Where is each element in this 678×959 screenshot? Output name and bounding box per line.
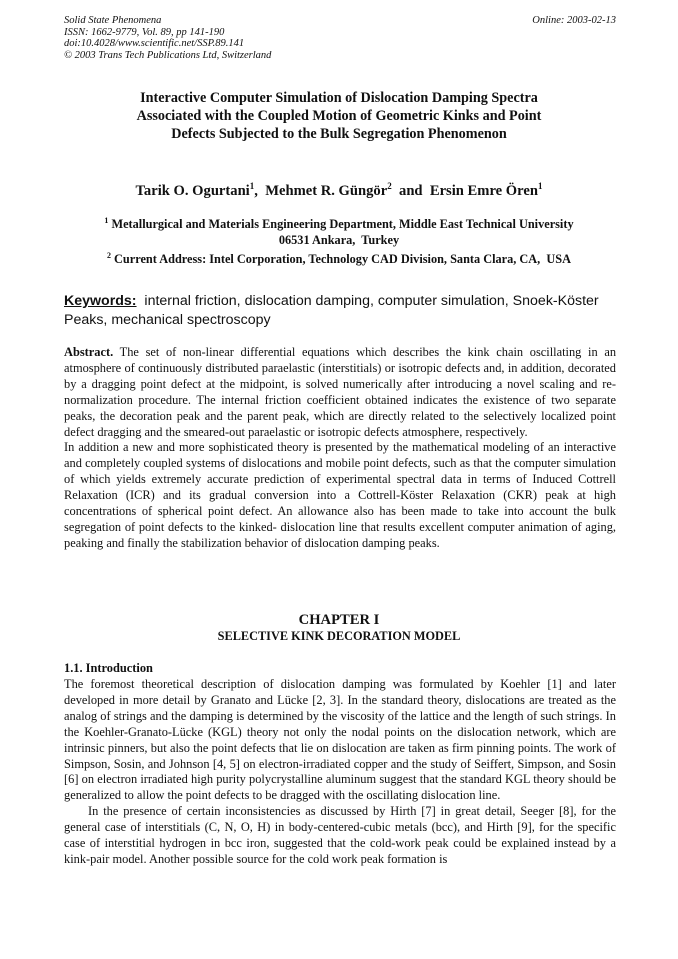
author-name: Ersin Emre Ören [429,182,538,199]
author-affil-mark: 1 [537,181,543,191]
section-body [64,677,616,868]
abstract-label: Abstract. [64,345,114,359]
paper-title [64,89,614,143]
affiliation-text: Current Address: Intel Corporation, Technology CAD Division, Santa Clara, CA, USA [114,252,572,267]
keywords-label: Keywords: [64,293,137,309]
abstract-text: The set of non-linear differential equations which describes the kink chain oscillating in an atmosphere of continuously distributed paraelastic (interstitials) or isotropic defects and, in addition, decorated by a dragging point defect at the midpoint, is solved numerically after introducing a novel scaling and re-normalization procedure. The internal friction coefficient obtained indicates the existence of two separate peaks, the decoration peak and the parent peak, which are directly related to the selectively localized point defect dragging and the smeared-out paraelastic or isotropic defects atmosphere, respectively. [64,345,617,439]
author-separator: and [391,182,430,199]
abstract-paragraph: In addition a new and more sophisticated theory is presented by the mathematical modeling of an interactive and completely coupled systems of dislocations and mobile point defects, such as that the computer simulation of which yields extremely accurate prediction of experimental spectral data in terms of Induced Cottrell Relaxation (ICR) and its gradual conversion into a Cottrell-Köster Relaxation (CKR) peak at high concentrations of spherical point defect. An allowance also has been made to take into account the bulk segregation of point defects to the kinked- dislocation line that results excellent computer animation of aging, peaking and finally the stabilization behavior of dislocation damping peaks. [64,440,616,550]
journal-issn: ISSN: 1662-9779, Vol. 89, pp 141-190 [64,26,225,38]
author-affil-mark: 1 [249,181,255,191]
affiliations [64,213,614,268]
chapter-title: CHAPTER I [298,612,380,628]
abstract-paragraph [64,345,616,440]
author-affil-mark: 2 [387,181,392,191]
keywords [64,292,616,329]
section-heading: 1.1. Introduction [64,661,153,675]
online-date: Online: 2003-02-13 [532,15,616,26]
body-paragraph: In the presence of certain inconsistencies as discussed by Hirth [7] in great detail, Seeger [8], for the general case of interstitials (C, N, O, H) in body-centered-cubic metals (bcc), and Hirth [9], for the specific case of interstitial hydrogen in bcc iron, suggested that the cold-work peak could be explained instead by a kink-pair model. Another possible source for the cold work peak formation is [64,804,616,866]
abstract [64,345,616,552]
author-separator: , [254,182,266,199]
journal-copyright: © 2003 Trans Tech Publications Ltd, Switzerland [64,49,272,61]
journal-header [64,15,616,61]
affiliation-mark: 1 [104,216,109,225]
author-name: Mehmet R. Güngör [265,182,388,199]
author-name: Tarik O. Ogurtani [135,182,250,199]
chapter-subtitle: SELECTIVE KINK DECORATION MODEL [217,629,461,643]
body-paragraph: The foremost theoretical description of dislocation damping was formulated by Koehler [1] and later developed in more detail by Granato and Lücke [2, 3]. In the standard theory, dislocations are treated as the analog of strings and the damping is determined by the viscosity of the lattice and the length of such strings. In the Koehler-Granato-Lücke (KGL) theory not only the nodal points on the dislocation network, which are intrinsic pinners, but also the point defects that lie on dislocation are taken as firm pinning points. The work of Simpson, Sosin, and Johnson [4, 5] on electron-irradiated copper and the study of Seiffert, Simpson, and Sosin [6] on electron irradiated high purity polycrystalline aluminum suggest that the standard KGL theory should be generalized to allow the point defects to be dragged with the oscillating dislocation line. [64,677,616,803]
journal-doi: doi:10.4028/www.scientific.net/SSP.89.141 [64,38,245,49]
author-list [64,181,614,200]
chapter-heading [64,611,614,644]
affiliation-2 [64,248,614,268]
keywords-text: internal friction, dislocation damping, computer simulation, Snoek-Köster Peaks, mechanical spectroscopy [64,293,599,328]
affiliation-1-address: 06531 Ankara, Turkey [278,232,400,247]
affiliation-1 [64,213,614,233]
journal-name: Solid State Phenomena [64,15,162,26]
title-line: Defects Subjected to the Bulk Segregation Phenomenon [171,126,507,142]
title-line: Associated with the Coupled Motion of Geometric Kinks and Point [136,108,542,124]
title-line: Interactive Computer Simulation of Dislocation Damping Spectra [140,90,538,106]
affiliation-mark: 2 [106,251,111,261]
affiliation-text: Metallurgical and Materials Engineering Department, Middle East Technical University [111,217,574,232]
